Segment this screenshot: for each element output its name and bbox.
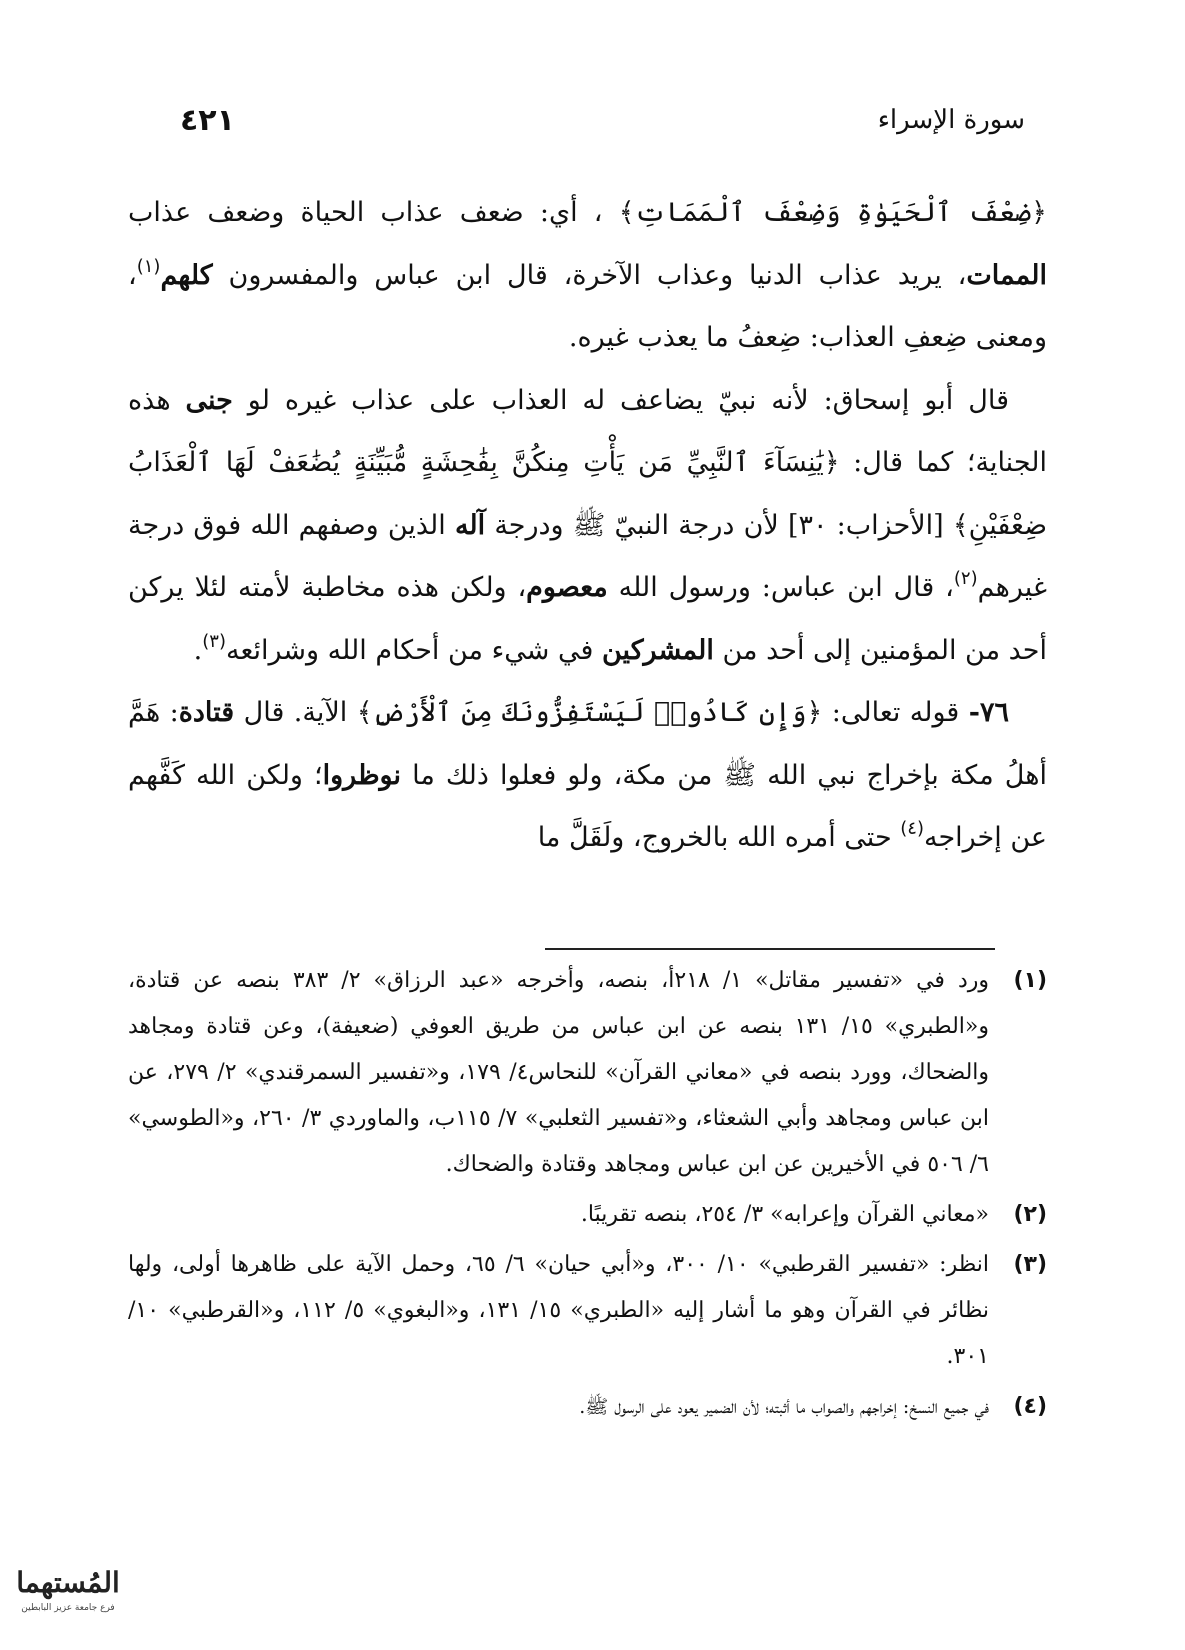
text-run: ، قال ابن عباس: ورسول الله [618, 572, 954, 603]
footnote-text: «معاني القرآن وإعرابه» ٣/ ٢٥٤، بنصه تقريبًا. [580, 1202, 989, 1227]
bold-word: نوظروا [322, 759, 402, 791]
text-run: قوله تعالى: [831, 697, 960, 728]
footnote-4 [128, 1384, 1047, 1430]
verse-number: ٧٦- [968, 697, 1010, 728]
text-run: هذه الجناية؛ كما قال: [128, 384, 1047, 478]
logo-main-text: المُستهما [16, 1566, 120, 1599]
bold-word: معصوم [526, 572, 608, 603]
footnote-2 [128, 1192, 1047, 1238]
footnote-ref-2[interactable]: (٢) [953, 568, 978, 589]
bold-word: آله [454, 509, 486, 541]
surah-title: سورة الإسراء [877, 105, 1025, 135]
text-run: حتى أمره الله بالخروج، ولَقَلَّ ما [537, 822, 892, 853]
paragraph-2 [128, 370, 1047, 683]
text-run: : هَمَّ أهلُ مكة بإخراج نبي الله ﷺ من مكة، ولو فعلوا ذلك ما [128, 697, 1047, 791]
footnote-ref-1[interactable]: (١) [136, 255, 161, 277]
footnote-3 [128, 1242, 1047, 1380]
bold-word: كلهم [160, 259, 213, 291]
footnote-ref-3[interactable]: (٣) [202, 630, 226, 652]
footnote-text: انظر: «تفسير القرطبي» ١٠/ ٣٠٠، و«أبي حيان» ٦/ ٦٥، وحمل الآية على ظاهرها أولى، ولها نظائر في القرآن وهو ما أشار إليه «الطبري» ١٥/ ١٣١، و«البغوي» ٥/ ١١٢، و«القرطبي» ١٠/ ٣٠١. [128, 1252, 990, 1369]
quran-quote: ﴿ضِعْفَ ٱلْحَيَوٰةِ وَضِعْفَ ٱلْمَمَاتِ﴾ [618, 197, 1047, 228]
main-text [128, 182, 1047, 942]
text-run: ، ومعنى ضِعفِ العذاب: ضِعفُ ما يعذب غيره. [128, 259, 1047, 353]
page-number: ٤٢١ [180, 102, 235, 138]
text-run: ، ولكن هذه مخاطبة لأمته لئلا يركن أحد من المؤمنين إلى أحد من [128, 572, 1047, 666]
bold-word: المشركين [602, 634, 714, 666]
logo-small-text: فرع جامعة عزيز البابطين [21, 1603, 115, 1613]
footnotes-section [128, 958, 1047, 1518]
publisher-logo-icon [8, 1558, 128, 1616]
paragraph-3 [128, 682, 1047, 870]
text-run: ، يريد عذاب الدنيا وعذاب الآخرة، قال ابن عباس والمفسرون [228, 259, 967, 291]
paragraph-1 [128, 182, 1047, 370]
quran-quote: ﴿يَٰنِسَآءَ ٱلنَّبِيِّ مَن يَأْتِ مِنكُنَّ بِفَٰحِشَةٍ مُّبَيِّنَةٍ يُضَٰعَفْ لَهَا ٱلْعَذَابُ ضِعْفَيْنِ﴾ [128, 447, 1047, 541]
text-run: في شيء من أحكام الله وشرائعه [225, 634, 594, 666]
text-run: . [193, 634, 203, 666]
footnote-text: في جميع النسخ: إخراجهم والصواب ما أثبته؛ لأن الضمير يعود على الرسول ﷺ. [579, 1396, 989, 1418]
footnote-number: (١) [1013, 968, 1047, 993]
text-run: الذين وصفهم الله فوق درجة غيرهم [128, 509, 1047, 603]
footnote-divider [545, 948, 995, 950]
bold-word: قتادة [178, 697, 235, 728]
footnote-1 [128, 958, 1047, 1188]
footnote-ref-4[interactable]: (٤) [900, 818, 924, 839]
footnote-number: (٤) [1013, 1394, 1047, 1419]
footnote-text: ورد في «تفسير مقاتل» ١/ ٢١٨أ، بنصه، وأخرجه «عبد الرزاق» ٢/ ٣٨٣ بنصه عن قتادة، و«الطبري» ١٥/ ١٣١ بنصه عن ابن عباس من طريق العوفي (ضعيفة)، وعن قتادة ومجاهد والضحاك، وورد بنصه في «معاني القرآن» للنحاس٤/ ١٧٩، و«تفسير السمرقندي» ٢/ ٢٧٩، عن ابن عباس ومجاهد وأبي الشعثاء، و«تفسير الثعلبي» ٧/ ١١٥ب، والماوردي ٣/ ٢٦٠، و«الطوسي» ٦/ ٥٠٦ في الأخيرين عن ابن عباس ومجاهد وقتادة والضحاك. [128, 968, 990, 1177]
text-run: الآية. قال [243, 697, 348, 728]
footnote-number: (٢) [1013, 1202, 1047, 1227]
page-header [180, 98, 1025, 142]
text-run: ، أي: ضعف عذاب الحياة وضعف عذاب [128, 197, 603, 228]
text-run: [الأحزاب: ٣٠] لأن درجة النبيّ ﷺ ودرجة [494, 509, 944, 541]
bold-word: الممات [966, 259, 1047, 291]
text-run: قال أبو إسحاق: لأنه نبيّ يضاعف له العذاب على عذاب غيره لو [247, 384, 1009, 416]
footnote-number: (٣) [1013, 1252, 1047, 1277]
bold-word: جنى [185, 384, 233, 416]
quran-quote: ﴿وَإِن كَادُوا۟ لَيَسْتَفِزُّونَكَ مِنَ ٱلْأَرْضِ﴾ [356, 697, 823, 728]
text-run: ؛ ولكن الله كَفَّهم عن إخراجه [128, 759, 1047, 853]
